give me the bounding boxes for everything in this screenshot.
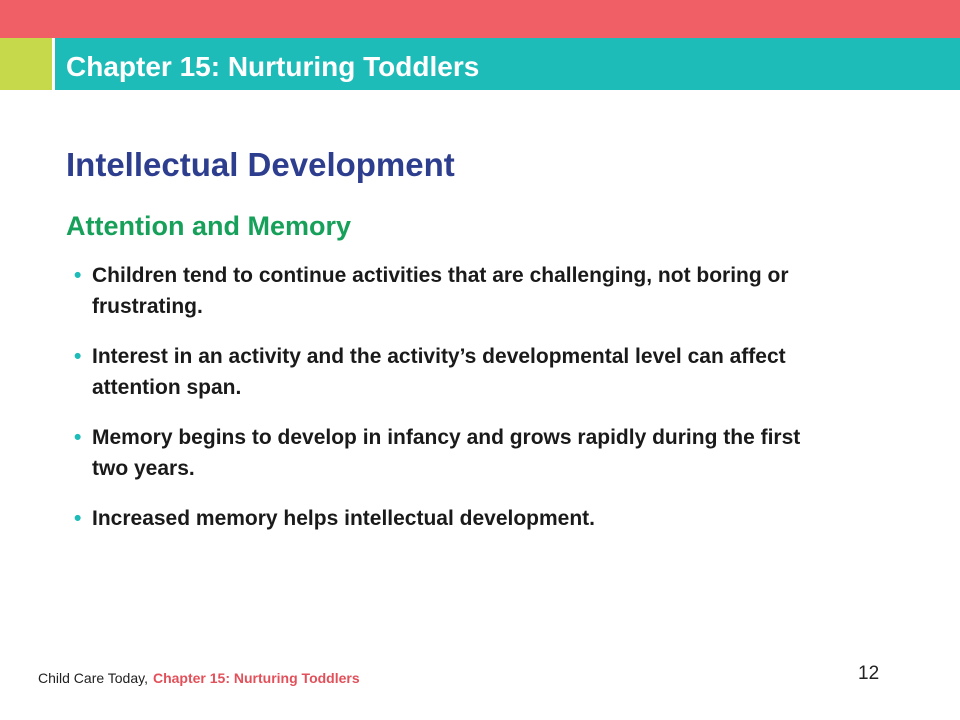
bullet-dot-icon: • (74, 264, 82, 287)
footer-book-title: Child Care Today, (38, 670, 148, 686)
slide-title: Intellectual Development (66, 146, 455, 183)
footer-chapter-title: Chapter 15: Nurturing Toddlers (152, 670, 360, 686)
bullet-item (74, 341, 834, 403)
bullet-dot-icon: • (74, 426, 82, 449)
bullet-item (74, 260, 834, 322)
slide-subtitle: Attention and Memory (66, 211, 352, 241)
bullet-list (74, 260, 834, 553)
bullet-dot-icon: • (74, 345, 82, 368)
top-color-band (0, 0, 960, 38)
header-accent-square (0, 38, 52, 90)
bullet-text: Children tend to continue activities that are challenging, not boring or frustrating. (92, 264, 789, 318)
bullet-text: Interest in an activity and the activity’s developmental level can affect attention span. (92, 345, 786, 399)
chapter-title: Chapter 15: Nurturing Toddlers (66, 51, 480, 82)
bullet-text: Memory begins to develop in infancy and grows rapidly during the first two years. (92, 426, 801, 480)
header-divider (52, 38, 55, 90)
footer (38, 668, 360, 688)
bullet-dot-icon: • (74, 507, 82, 530)
page-number: 12 (858, 663, 880, 684)
bullet-item (74, 503, 834, 534)
bullet-text: Increased memory helps intellectual development. (92, 507, 596, 530)
bullet-item (74, 422, 834, 484)
